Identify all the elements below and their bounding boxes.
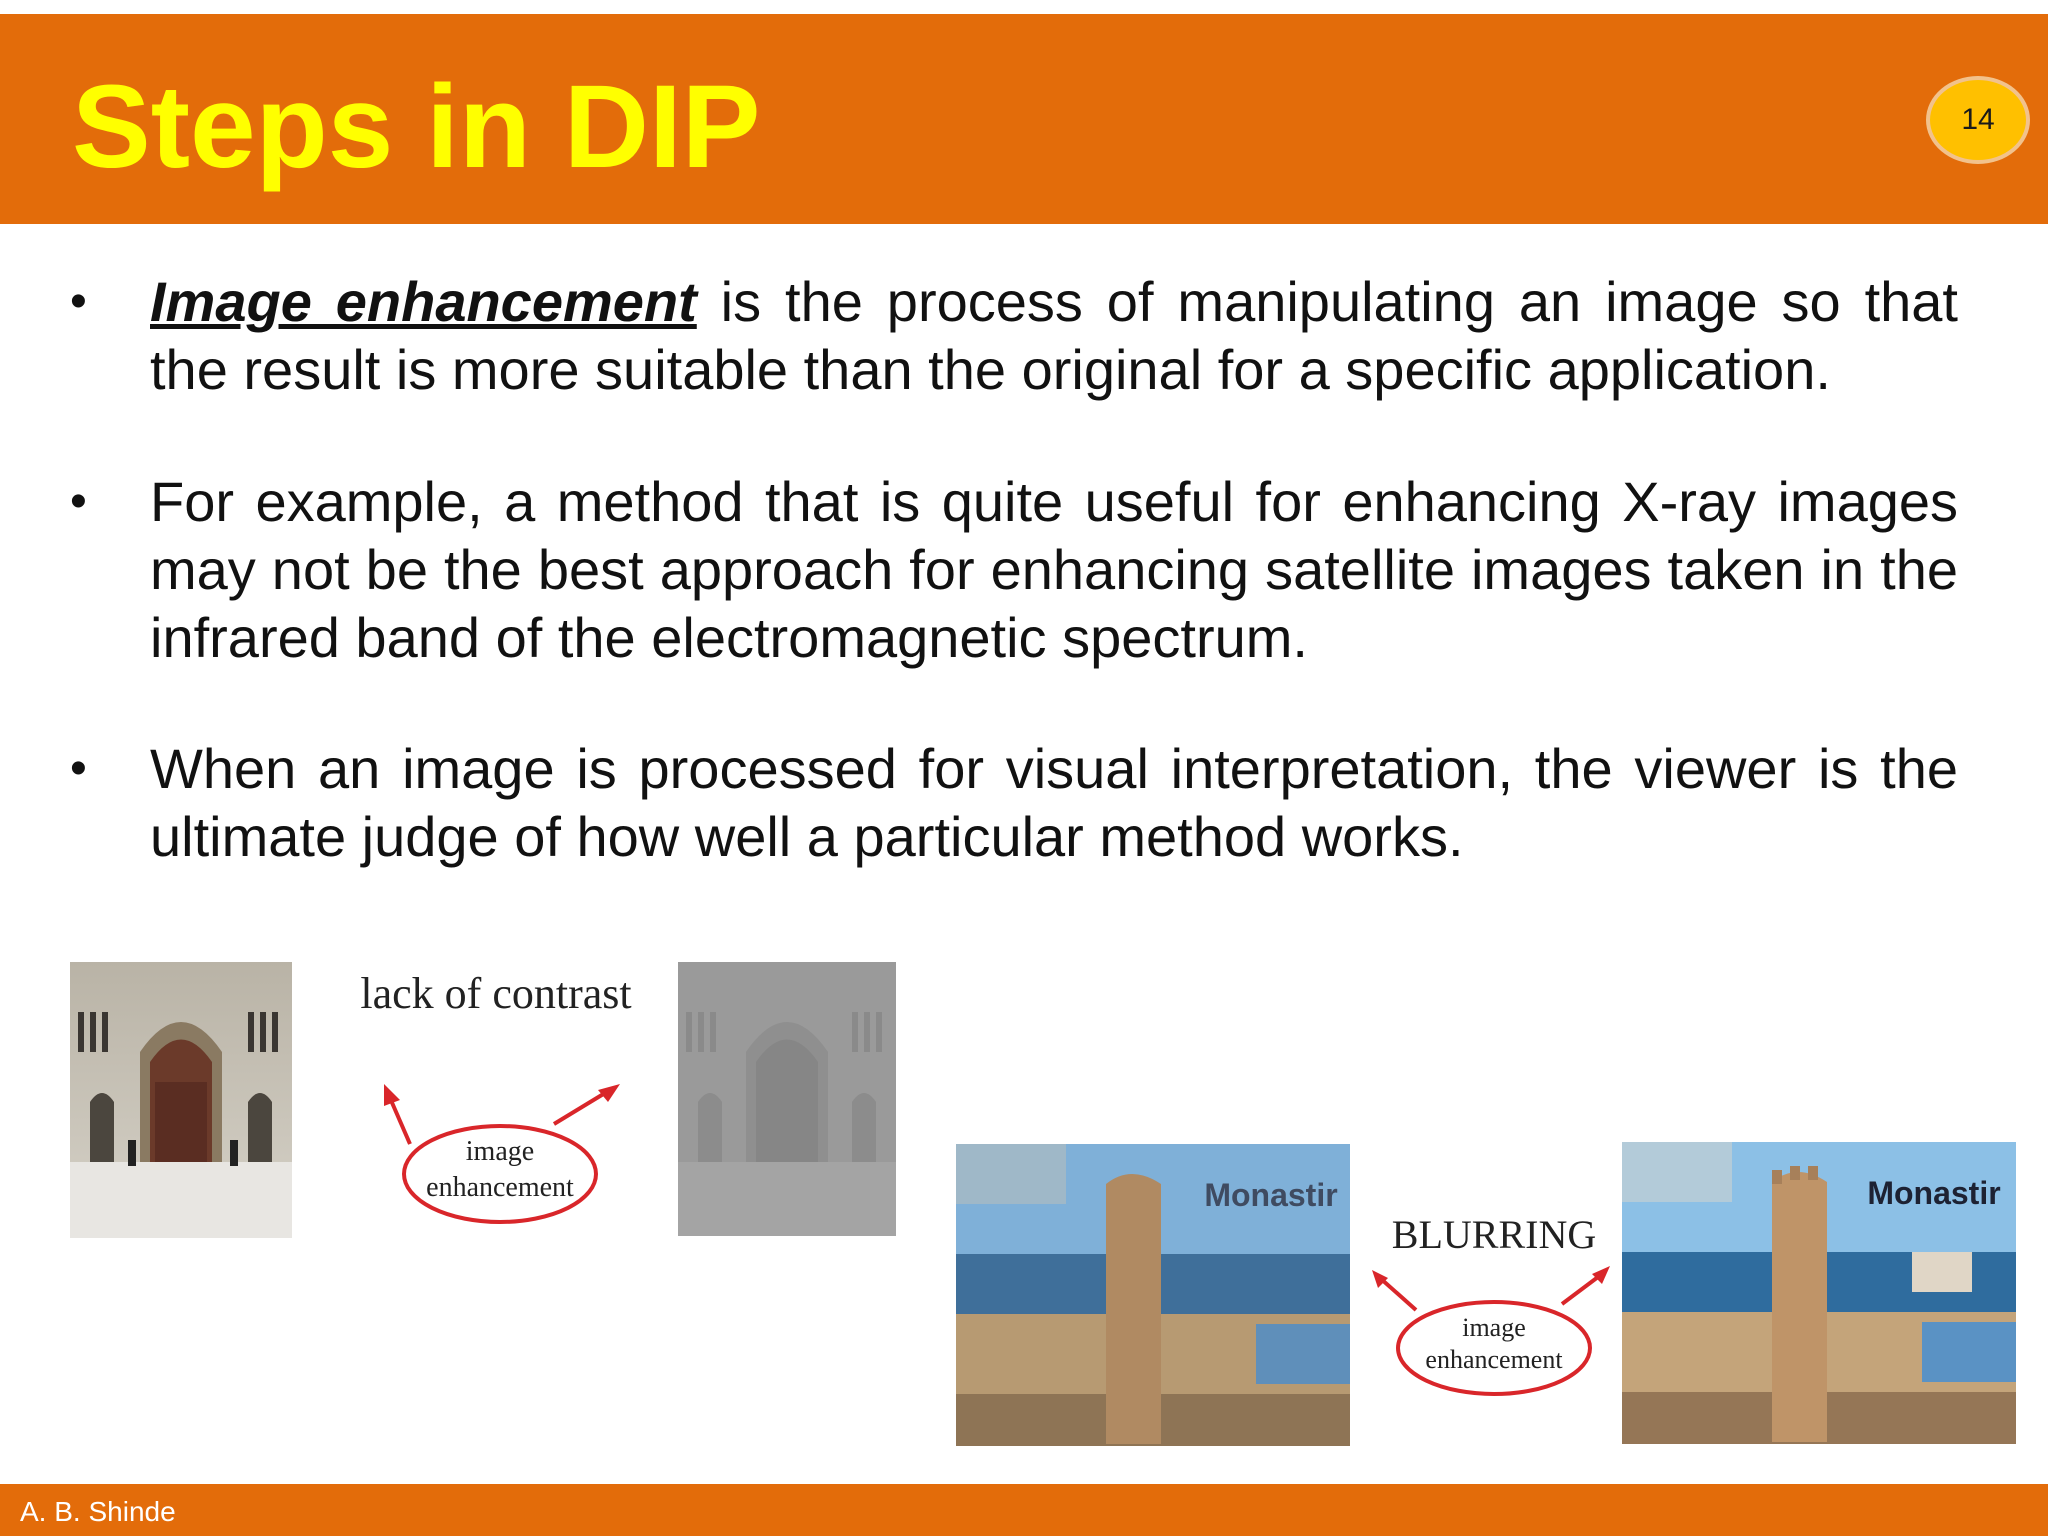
ellipse-label-line2: enhancement [1425, 1345, 1563, 1374]
monastir-label: Monastir [1867, 1175, 2001, 1211]
bullet-marker: • [70, 475, 87, 528]
ellipse-label-line1: image [1462, 1313, 1526, 1342]
blurring-annotation [1366, 1200, 1622, 1400]
building-photo-low-contrast [678, 962, 896, 1236]
bullet-text: For example, a method that is quite useful for enhancing X-ray images may not be the best approach for enhancing satellite images taken in the infrared band of the electromagnetic spectrum. [150, 470, 1958, 669]
slide-title: Steps in DIP [72, 61, 761, 193]
ellipse-label-line2: enhancement [426, 1172, 574, 1203]
bullet-marker: • [70, 275, 87, 328]
bullet-text: When an image is processed for visual interpretation, the viewer is the ultimate judge of how well a particular method works. [150, 737, 1958, 868]
ellipse-label-line1: image [465, 1136, 535, 1167]
monastir-photo-enhanced [1622, 1142, 2016, 1444]
monastir-label-blurred: Monastir [1204, 1177, 1338, 1213]
author-name: A. B. Shinde [20, 1496, 176, 1527]
monastir-photo-blurred [956, 1144, 1350, 1446]
slide-number-badge: 14 [1926, 76, 2030, 164]
lack-of-contrast-label: lack of contrast [360, 969, 632, 1018]
key-term: Image enhancement [150, 270, 697, 333]
bullet-text: Image enhancement is the process of manipulating an image so that the result is more suitable than the original for a specific application. [150, 270, 1958, 401]
contrast-annotation [340, 960, 660, 1236]
top-margin-strip [0, 0, 2048, 14]
building-photo-original [70, 962, 292, 1238]
footer-bar [0, 1484, 2048, 1536]
blurring-label: BLURRING [1391, 1212, 1597, 1257]
title-bar [0, 14, 2048, 224]
bullet-marker: • [70, 742, 87, 795]
